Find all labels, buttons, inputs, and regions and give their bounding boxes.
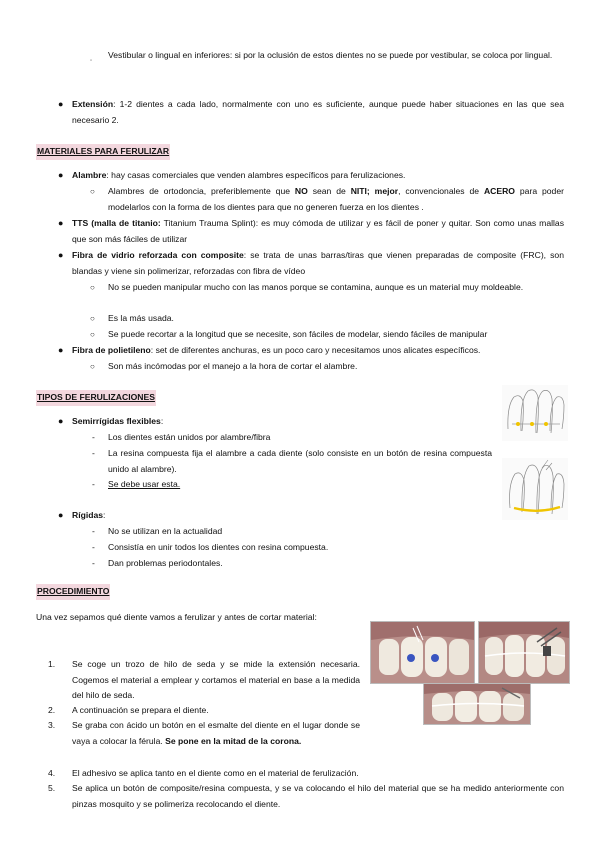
dental-photo-1 bbox=[370, 621, 475, 684]
step-1-text: Se coge un trozo de hilo de seda y se mide la extensión necesaria. Cogemos el material a emplear y cortamos el material en base a la medida del hilo de seda. bbox=[72, 659, 360, 701]
extension-text: : 1-2 dientes a cada lado, normalmente con uno es suficiente, aunque puede haber situaciones en las que sea necesario 2. bbox=[72, 99, 564, 125]
fibra-sub-2-text: Es la más usada. bbox=[108, 313, 174, 323]
semirrigidas-label: Semirrígidas flexibles bbox=[72, 416, 161, 426]
alambre-sub-paragraph bbox=[108, 184, 564, 215]
rig-item-3-text: Dan problemas periodontales. bbox=[108, 558, 223, 568]
fibra-vidrio-paragraph bbox=[72, 248, 564, 279]
rig-item-1-text: No se utilizan en la actualidad bbox=[108, 526, 223, 536]
tts-label: TTS (malla de titanio bbox=[72, 218, 158, 228]
rig-item-2-text: Consistía en unir todos los dientes con resina compuesta. bbox=[108, 542, 329, 552]
dental-photo-3-svg bbox=[424, 684, 530, 724]
teeth-sketch-semirigid-svg bbox=[502, 385, 568, 441]
vestibular-paragraph bbox=[108, 48, 564, 64]
rig-item-3 bbox=[108, 556, 223, 572]
bullet-dot: ● bbox=[58, 170, 64, 180]
dental-photo-3 bbox=[423, 683, 531, 725]
dental-photo-2 bbox=[478, 621, 570, 684]
fibra-vidrio-text: : se trata de unas barras/tiras que vienen preparadas de composite (FRC), son blandas y viene sin polimerizar, reforzadas con fibra de vídeo bbox=[72, 250, 564, 276]
section-heading-materiales: MATERIALES PARA FERULIZAR bbox=[36, 144, 170, 160]
step-number: 5. bbox=[48, 783, 56, 793]
semi-item-1 bbox=[108, 430, 492, 446]
alambre-sub-acero: ACERO bbox=[483, 186, 515, 196]
polietileno-sub-text: Son más incómodas por el manejo a la hora de cortar el alambre. bbox=[108, 361, 358, 371]
fibra-vidrio-label: Fibra de vidrio reforzada con composite bbox=[72, 250, 244, 260]
dash-marker: - bbox=[92, 479, 95, 489]
step-5 bbox=[72, 781, 564, 812]
bullet-circle: ○ bbox=[90, 187, 95, 196]
alambre-paragraph bbox=[72, 168, 564, 184]
teeth-sketch-rigid bbox=[502, 458, 568, 520]
polietileno-sub bbox=[108, 359, 564, 375]
rigidas-label: Rígidas bbox=[72, 510, 104, 520]
alambre-label: Alambre bbox=[72, 170, 107, 180]
semi-item-3 bbox=[108, 477, 180, 493]
step-2-text: A continuación se prepara el diente. bbox=[72, 705, 209, 715]
bullet-dot: ● bbox=[58, 345, 64, 355]
semirrigidas-heading bbox=[72, 414, 163, 430]
fibra-sub-3-text: Se puede recortar a la longitud que se necesite, son fáciles de modelar, siendo fáciles de manipular bbox=[108, 329, 488, 339]
polietileno-text: : set de diferentes anchuras, es un poco caro y necesitamos unos alicates específicos. bbox=[150, 345, 481, 355]
tts-colon: : bbox=[157, 218, 161, 228]
polietileno-paragraph bbox=[72, 343, 564, 359]
dash-marker: - bbox=[92, 526, 95, 536]
alambre-sub-text-d: para poder modelarlos con la forma de los dientes para que no generen fuerza en los dientes . bbox=[108, 186, 564, 212]
bullet-dot: ● bbox=[58, 99, 64, 109]
semi-item-2-text: La resina compuesta fija el alambre a cada diente (solo consiste en un botón de resina compuesta unido al alambre). bbox=[108, 448, 492, 474]
step-5-text: Se aplica un botón de composite/resina compuesta, y se va colocando el hilo del material que se ha medido anteriormente con pinzas mosquito y se polimeriza recolocando el diente. bbox=[72, 783, 564, 809]
dash-marker: - bbox=[92, 558, 95, 568]
dash-marker: - bbox=[92, 448, 95, 458]
teeth-sketch-semirigid bbox=[502, 385, 568, 441]
fibra-sub-2 bbox=[108, 311, 564, 327]
step-number: 3. bbox=[48, 720, 56, 730]
alambre-sub-text-c: , convencionales de bbox=[398, 186, 484, 196]
bullet-circle: ○ bbox=[90, 283, 95, 292]
semirrigidas-colon: : bbox=[160, 416, 164, 426]
bullet-circle: ○ bbox=[90, 330, 95, 339]
tts-paragraph bbox=[72, 216, 564, 247]
fibra-sub-3 bbox=[108, 327, 568, 343]
fibra-sub-1-text: No se pueden manipular mucho con las manos porque se contamina, aunque es un material muy moldeable. bbox=[108, 282, 524, 292]
step-4-text: El adhesivo se aplica tanto en el diente como en el material de ferulización. bbox=[72, 768, 359, 778]
semi-item-1-text: Los dientes están unidos por alambre/fibra bbox=[108, 432, 271, 442]
step-number: 4. bbox=[48, 768, 56, 778]
dash-marker: - bbox=[92, 432, 95, 442]
bullet-circle: ○ bbox=[90, 362, 95, 371]
step-number: 1. bbox=[48, 659, 56, 669]
sub-bullet-marker: ▫ bbox=[90, 58, 93, 64]
semi-item-3-text: Se debe usar esta. bbox=[108, 479, 181, 489]
polietileno-label: Fibra de polietileno bbox=[72, 345, 151, 355]
alambre-sub-text-b: sean de bbox=[307, 186, 351, 196]
step-1 bbox=[72, 657, 360, 704]
rigidas-heading bbox=[72, 508, 105, 524]
bullet-dot: ● bbox=[58, 218, 64, 228]
step-4 bbox=[72, 766, 564, 782]
alambre-sub-no: NO bbox=[294, 186, 308, 196]
alambre-sub-text-a: Alambres de ortodoncia, preferiblemente que bbox=[108, 186, 295, 196]
semi-item-2 bbox=[108, 446, 492, 477]
bullet-circle: ○ bbox=[90, 314, 95, 323]
extension-paragraph bbox=[72, 97, 564, 128]
dental-photo-2-svg bbox=[479, 622, 569, 683]
bullet-dot: ● bbox=[58, 510, 64, 520]
section-heading-procedimiento: PROCEDIMIENTO bbox=[36, 584, 110, 600]
alambre-text: : hay casas comerciales que venden alambres específicos para ferulizaciones. bbox=[106, 170, 406, 180]
bullet-dot: ● bbox=[58, 416, 64, 426]
procedimiento-intro bbox=[36, 610, 332, 626]
bullet-dot: ● bbox=[58, 250, 64, 260]
fibra-sub-1 bbox=[108, 280, 564, 296]
procedimiento-intro-text: Una vez sepamos qué diente vamos a ferulizar y antes de cortar material: bbox=[36, 612, 317, 622]
step-3-text: Se graba con ácido un botón en el esmalte del diente en el lugar donde se vaya a colocar la férula. bbox=[72, 720, 360, 746]
rigidas-colon: : bbox=[103, 510, 106, 520]
dash-marker: - bbox=[92, 542, 95, 552]
step-2 bbox=[72, 703, 360, 719]
alambre-sub-niti: NITI; mejor bbox=[350, 186, 399, 196]
step-number: 2. bbox=[48, 705, 56, 715]
dental-photo-1-svg bbox=[371, 622, 474, 683]
teeth-sketch-rigid-svg bbox=[502, 458, 568, 520]
step-3 bbox=[72, 718, 360, 749]
rig-item-1 bbox=[108, 524, 222, 540]
rig-item-2 bbox=[108, 540, 328, 556]
section-heading-tipos: TIPOS DE FERULIZACIONES bbox=[36, 390, 156, 406]
tts-text: Titanium Trauma Splint): es muy cómoda de utilizar y es fácil de poner y quitar. Son como unas mallas que son más fáciles de utilizar bbox=[72, 218, 564, 244]
extension-label: Extensión bbox=[72, 99, 114, 109]
step-3-bold: Se pone en la mitad de la corona. bbox=[165, 735, 302, 746]
vestibular-text: Vestibular o lingual en inferiores: si por la oclusión de estos dientes no se puede por vestibular, se coloca por lingual. bbox=[108, 50, 553, 60]
